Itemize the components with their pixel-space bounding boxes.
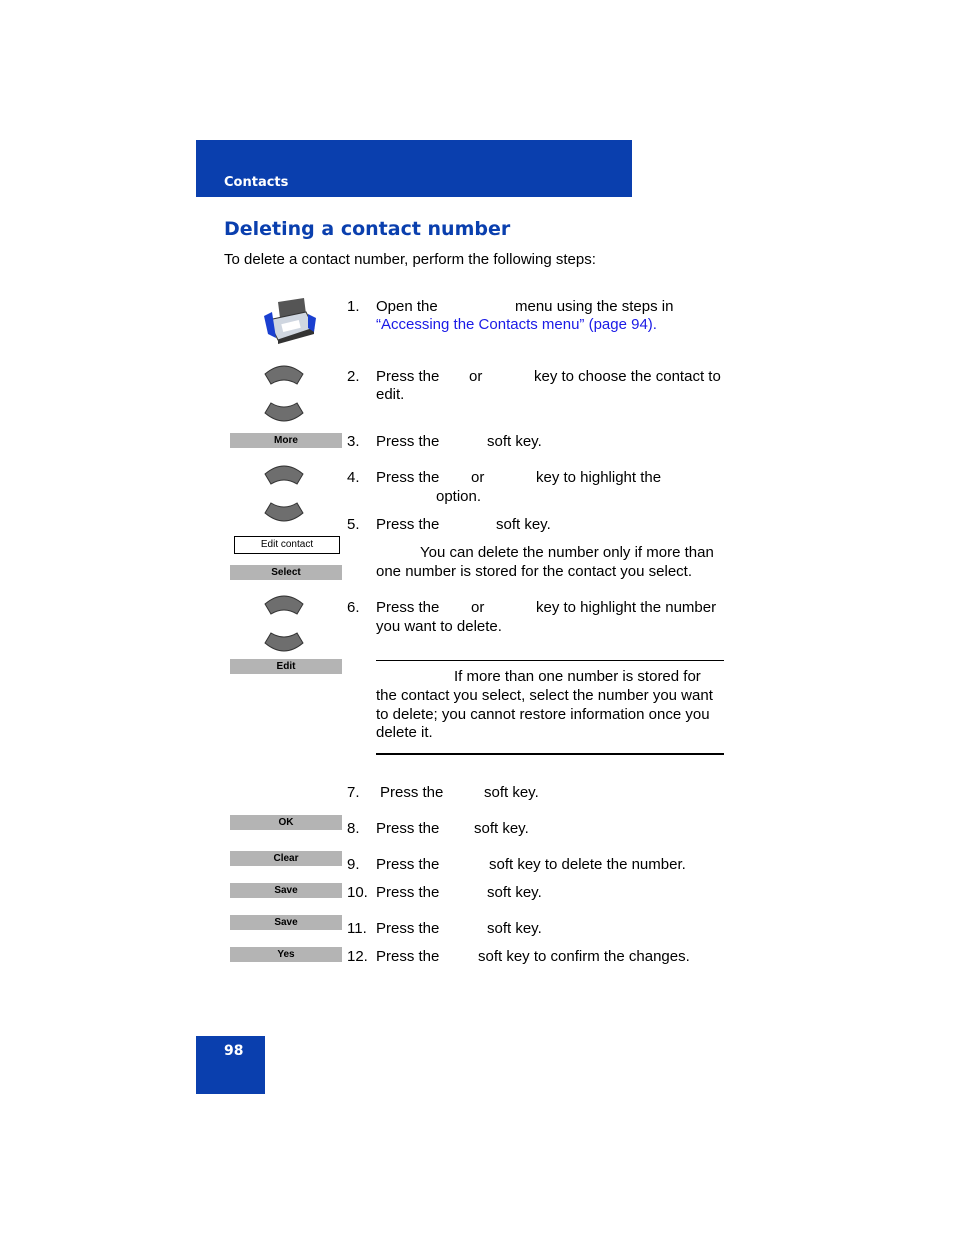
phonebook-icon [262,294,318,346]
page-number: 98 [224,1043,244,1059]
step-number: 6. [347,599,360,616]
step-number: 4. [347,469,360,486]
ok-softkey: OK [230,815,342,830]
step-text: Press the [376,820,440,837]
step-text: key to highlight the [536,469,662,486]
step-text: soft key. [487,884,542,901]
step-text: or [469,368,483,385]
page-title: Deleting a contact number [224,218,511,240]
step-number: 11. [347,920,367,937]
warning-text: delete it. [376,724,433,741]
step-text: Press the [376,948,440,965]
step-text: soft key. [487,920,542,937]
note-text: You can delete the number only if more than [420,544,714,561]
save-softkey: Save [230,883,342,898]
step-number: 12. [347,948,368,965]
down-key-icon [263,401,305,425]
step-text: key to highlight the number [536,599,717,616]
note-text: one number is stored for the contact you select. [376,563,693,580]
step-text: Open the [376,298,438,315]
step-number: 2. [347,368,360,385]
save-softkey: Save [230,915,342,930]
step-text: Press the [376,920,440,937]
step-text: soft key. [487,433,542,450]
select-softkey: Select [230,565,342,580]
warning-text: the contact you select, select the number you want [376,687,713,704]
step-text: Press the [376,368,440,385]
step-number: 9. [347,856,360,873]
step-number: 10. [347,884,368,901]
step-text: key to choose the contact to [534,368,721,385]
step-text: you want to delete. [376,618,502,635]
step-text: soft key. [496,516,551,533]
warning-top-rule [376,660,724,661]
step-number: 8. [347,820,360,837]
step-number: 7. [347,784,360,801]
warning-text: If more than one number is stored for [454,668,701,685]
up-key-icon [263,362,305,386]
cross-reference-link[interactable]: “Accessing the Contacts menu” (page 94). [376,316,657,333]
edit-softkey: Edit [230,659,342,674]
clear-softkey: Clear [230,851,342,866]
step-number: 5. [347,516,360,533]
step-text: Press the [376,884,440,901]
step-text: soft key. [474,820,529,837]
step-number: 3. [347,433,360,450]
step-text: soft key to confirm the changes. [478,948,690,965]
step-text: soft key. [484,784,539,801]
step-number: 1. [347,298,360,315]
section-header: Contacts [224,175,289,190]
step-text: Press the [376,856,440,873]
up-key-icon [263,462,305,486]
step-text: Press the [376,433,440,450]
down-key-icon [263,631,305,655]
step-text: menu using the steps in [515,298,674,315]
yes-softkey: Yes [230,947,342,962]
step-text: soft key to delete the number. [489,856,686,873]
step-text: or [471,469,485,486]
up-key-icon [263,592,305,616]
warning-bottom-rule [376,753,724,755]
down-key-icon [263,501,305,525]
edit-contact-option: Edit contact [234,536,340,554]
more-softkey: More [230,433,342,448]
step-text: Press the [376,469,440,486]
intro-text: To delete a contact number, perform the following steps: [224,251,596,268]
step-text: Press the [376,599,440,616]
warning-text: to delete; you cannot restore information once you [376,706,710,723]
step-text: option. [436,488,482,505]
step-text: edit. [376,386,405,403]
step-text: Press the [376,516,440,533]
step-text: or [471,599,485,616]
step-text: Press the [380,784,444,801]
